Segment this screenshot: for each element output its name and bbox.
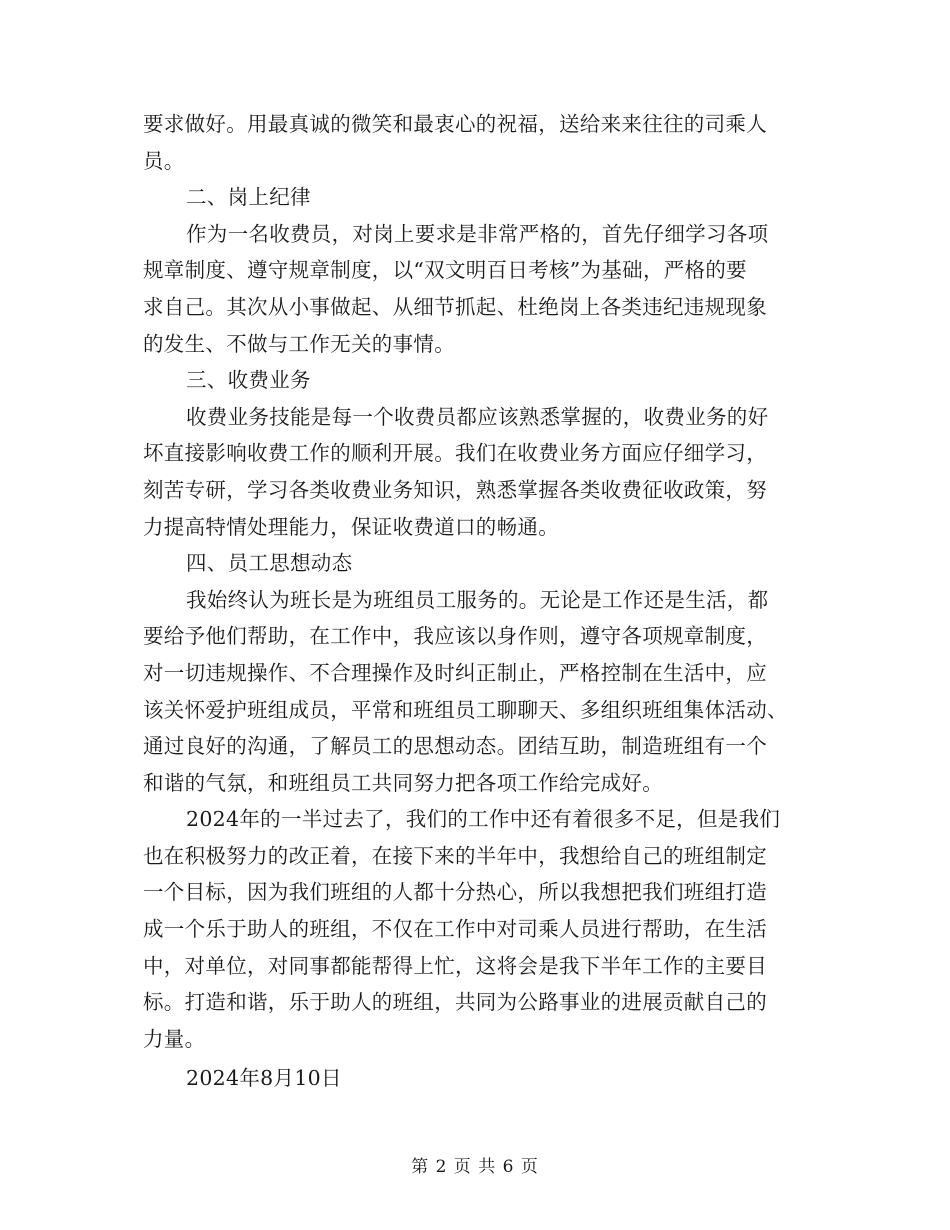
text-line: 成一个乐于助人的班组，不仅在工作中对司乘人员进行帮助，在生活 [143,917,767,942]
text-line: 一个目标，因为我们班组的人都十分热心，所以我想把我们班组打造 [143,880,767,905]
text-line: 我始终认为班长是为班组员工服务的。无论是工作还是生活，都 [186,587,769,612]
text-line: 要给予他们帮助，在工作中，我应该以身作则，遵守各项规章制度， [143,624,767,649]
text-line: 员。 [143,148,185,173]
text-line: 对一切违规操作、不合理操作及时纠正制止，严格控制在生活中，应 [143,660,767,685]
text-line: 也在积极努力的改正着，在接下来的半年中，我想给自己的班组制定 [143,843,767,868]
text-line: 中，对单位，对同事都能帮得上忙，这将会是我下半年工作的主要目 [143,953,767,978]
page-number-footer: 第 2 页 共 6 页 [411,1157,539,1177]
document-date: 2024年8月10日 [186,1066,342,1091]
document-body [143,106,813,1097]
text-line: 作为一名收费员，对岗上要求是非常严格的，首先仔细学习各项 [186,221,769,246]
text-line: 坏直接影响收费工作的顺利开展。我们在收费业务方面应仔细学习， [143,441,767,466]
text-line: 收费业务技能是每一个收费员都应该熟悉掌握的，收费业务的好 [186,404,769,429]
section-heading: 三、收费业务 [186,368,311,393]
text-line: 和谐的气氛，和班组员工共同努力把各项工作给完成好。 [143,770,663,795]
section-heading: 二、岗上纪律 [186,185,311,210]
text-line: 刻苦专研，学习各类收费业务知识，熟悉掌握各类收费征收政策，努 [143,477,767,502]
text-line: 力量。 [143,1026,206,1051]
text-line: 求自己。其次从小事做起、从细节抓起、杜绝岗上各类违纪违规现象 [143,294,767,319]
text-line: 要求做好。用最真诚的微笑和最衷心的祝福，送给来来往往的司乘人 [143,112,767,136]
text-line: 2024年的一半过去了，我们的工作中还有着很多不足，但是我们 [186,807,781,832]
text-line: 的发生、不做与工作无关的事情。 [143,331,455,356]
text-line: 规章制度、遵守规章制度，以“双文明百日考核”为基础，严格的要 [143,258,747,283]
text-line: 力提高特情处理能力，保证收费道口的畅通。 [143,514,559,539]
text-line: 标。打造和谐，乐于助人的班组，共同为公路事业的进展贡献自己的 [143,990,767,1015]
section-heading: 四、员工思想动态 [186,551,353,576]
text-line: 该关怀爱护班组成员，平常和班组员工聊聊天、多组织班组集体活动、 [143,697,788,722]
text-line: 通过良好的沟通，了解员工的思想动态。团结互助，制造班组有一个 [143,734,767,759]
